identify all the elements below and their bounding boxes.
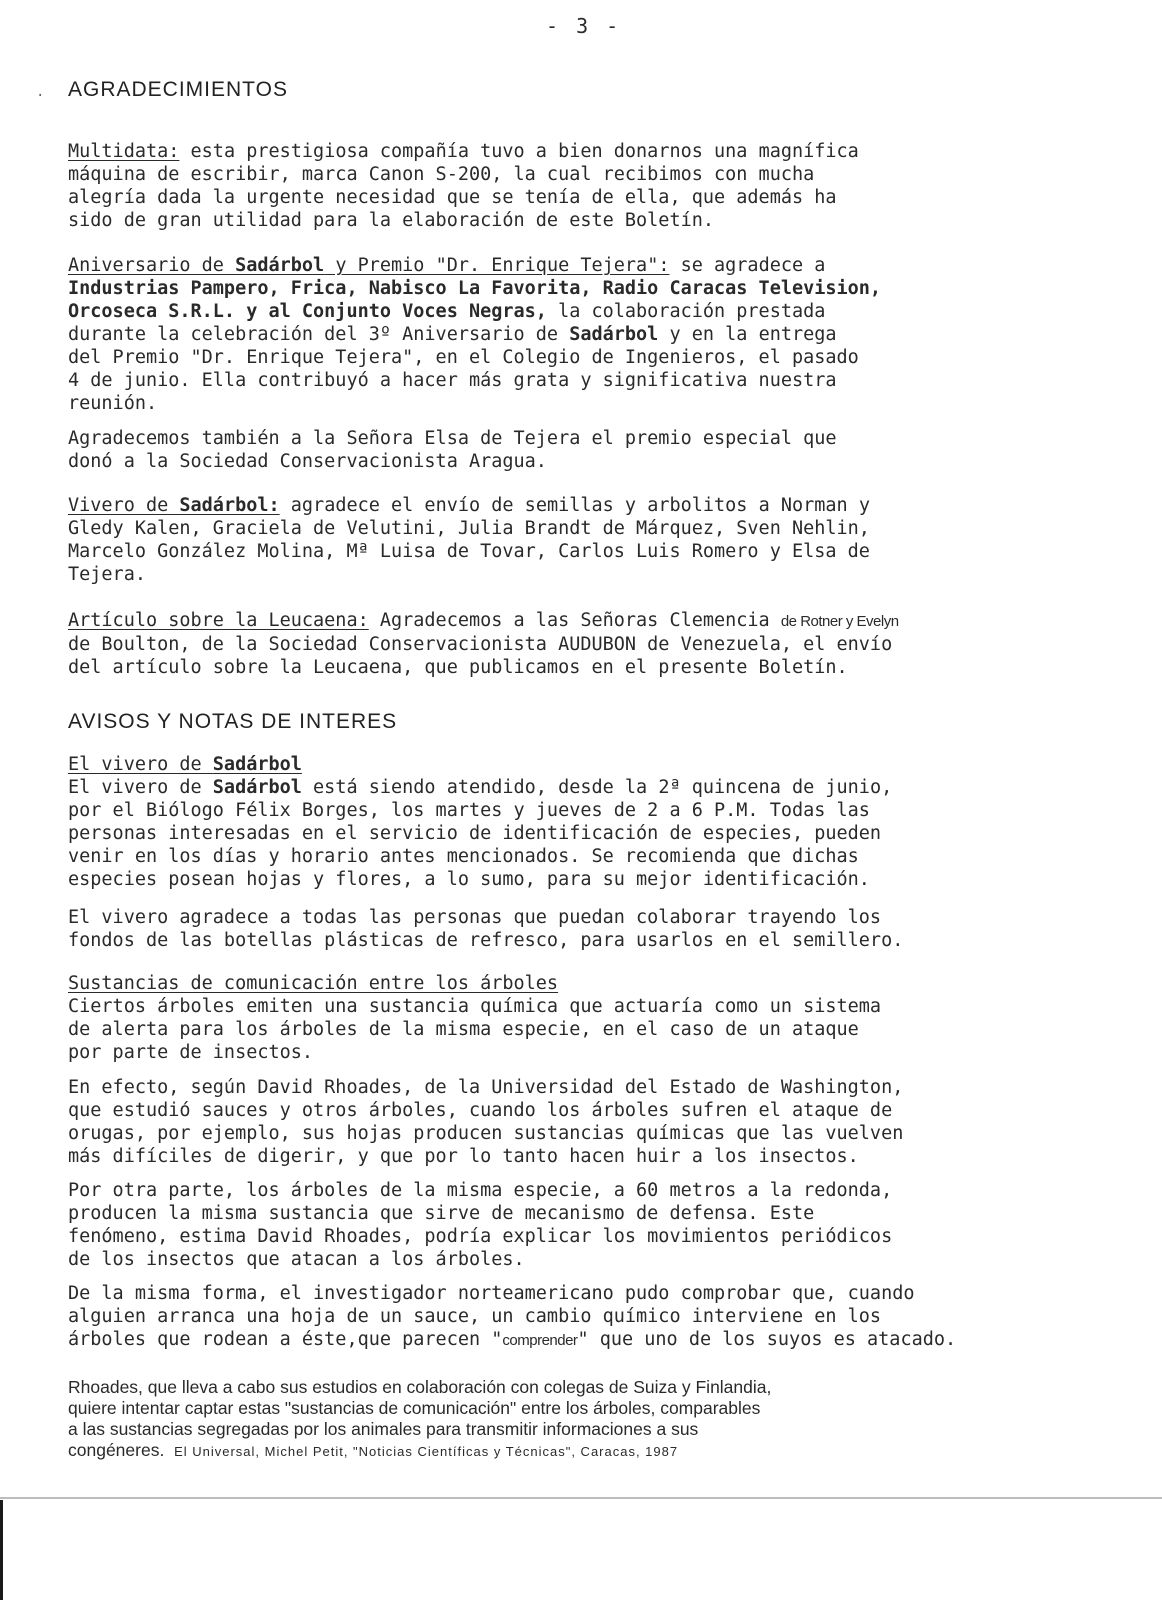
text-line: sido de gran utilidad para la elaboración de este Boletín. [68,210,715,231]
text-line: de alerta para los árboles de la misma especie, en el caso de un ataque [68,1019,859,1040]
text-span: la colaboración prestada [546,301,826,322]
text-span: El vivero de [68,754,213,775]
text-span: congéneres. [68,1440,165,1460]
text-line: producen la misma sustancia que sirve de mecanismo de defensa. Este [68,1203,815,1224]
text-line: del Premio "Dr. Enrique Tejera", en el Colegio de Ingenieros, el pasado [68,347,859,368]
text-line: donó a la Sociedad Conservacionista Aragua. [68,451,547,472]
sustancias-title: Sustancias de comunicación entre los árboles [68,973,559,994]
text-line: venir en los días y horario antes mencionados. Se recomienda que dichas [68,846,859,867]
text-line: Por otra parte, los árboles de la misma especie, a 60 metros a la redonda, [68,1180,893,1201]
paragraph-aniversario [68,254,1118,415]
paragraph-agradecemos [68,427,1118,473]
text-line: de los insectos que atacan a los árboles. [68,1249,525,1270]
text-line: Ciertos árboles emiten una sustancia química que actuaría como un sistema [68,996,882,1017]
text-line: Rhoades, que lleva a cabo sus estudios en colaboración con colegas de Suiza y Finlandia, [68,1377,772,1397]
text-line: reunión. [68,393,158,414]
heading-agradecimientos: AGRADECIMIENTOS [68,78,288,101]
paragraph-sustancias-5 [68,1377,1118,1462]
page-number: - 3 - [546,14,622,38]
text-span: Orcoseca S.R.L. y al Conjunto Voces Negras, [68,301,547,322]
text-line: personas interesadas en el servicio de identificación de especies, pueden [68,823,882,844]
text-line: más difíciles de digerir, y que por lo tanto hacen huir a los insectos. [68,1146,859,1167]
heading-avisos: AVISOS Y NOTAS DE INTERES [68,710,398,733]
text-line: por parte de insectos. [68,1042,314,1063]
text-line: En efecto, según David Rhoades, de la Universidad del Estado de Washington, [68,1077,904,1098]
text-line: Industrias Pampero, Frica, Nabisco La Favorita, Radio Caracas Television, [68,278,882,299]
paragraph-multidata [68,140,1118,232]
paragraph-sustancias-3 [68,1179,1118,1271]
text-line: alguien arranca una hoja de un sauce, un cambio químico interviene en los [68,1306,882,1327]
text-span: y Premio "Dr. Enrique Tejera": [324,255,670,276]
text-line: de Boulton, de la Sociedad Conservacionista AUDUBON de Venezuela, el envío [68,634,893,655]
vivero-section-title [68,754,302,775]
text-span: " que uno de los suyos es atacado. [577,1329,957,1350]
text-span: de Rotner y Evelyn [780,613,899,630]
text-span: agradece el envío de semillas y arbolitos a Norman y [279,495,870,516]
text-line: Agradecemos también a la Señora Elsa de Tejera el premio especial que [68,428,837,449]
paragraph-vivero-thanks [68,494,1118,586]
vivero-thanks-title [68,495,280,516]
paragraph-vivero [68,753,1118,891]
text-span: comprender [502,1332,578,1349]
text-span: árboles que rodean a éste,que parecen " [68,1329,503,1350]
text-line: esta prestigiosa compañía tuvo a bien donarnos una magnífica [179,141,859,162]
text-span: Sadárbol: [179,495,280,516]
text-line: fenómeno, estima David Rhoades, podría explicar los movimientos periódicos [68,1226,893,1247]
paragraph-sustancias-2 [68,1076,1118,1168]
text-span: durante la celebración del 3º Aniversario de [68,324,570,345]
scan-edge [0,1500,3,1600]
multidata-title: Multidata: [68,141,180,162]
text-span: se agradece a [669,255,826,276]
text-line: orugas, por ejemplo, sus hojas producen sustancias químicas que las vuelven [68,1123,904,1144]
text-line: a las sustancias segregadas por los animales para transmitir informaciones a sus [68,1419,699,1439]
leucaena-title: Artículo sobre la Leucaena: [68,610,369,631]
text-line: De la misma forma, el investigador norteamericano pudo comprobar que, cuando [68,1283,915,1304]
text-span: Vivero de [68,495,180,516]
text-line: por el Biólogo Félix Borges, los martes y jueves de 2 a 6 P.M. Todas las [68,800,870,821]
text-line: Tejera. [68,564,146,585]
aniversario-title [68,255,669,276]
text-span: Sadárbol [212,777,302,798]
text-line: 4 de junio. Ella contribuyó a hacer más grata y significativa nuestra [68,370,837,391]
citation: El Universal, Michel Petit, "Noticias Científicas y Técnicas", Caracas, 1987 [174,1444,679,1459]
text-line: alegría dada la urgente necesidad que se tenía de ella, que además ha [68,187,837,208]
text-span: Agradecemos a las Señoras Clemencia [368,610,781,631]
text-span: Sadárbol [569,324,659,345]
text-span: Sadárbol [235,255,325,276]
paragraph-sustancias-4 [68,1282,1118,1352]
page-bottom-rule [0,1497,1162,1499]
paragraph-leucaena [68,609,1118,679]
text-line: fondos de las botellas plásticas de refresco, para usarlos en el semillero. [68,930,904,951]
margin-mark-icon: . [36,84,45,100]
text-line: quiere intentar captar estas "sustancias de comunicación" entre los árboles, comparables [68,1398,761,1418]
text-span: y en la entrega [658,324,837,345]
text-line: Gledy Kalen, Graciela de Velutini, Julia Brandt de Márquez, Sven Nehlin, [68,518,870,539]
text-span: Aniversario de [68,255,236,276]
paragraph-sustancias-1 [68,972,1118,1064]
text-line: especies posean hojas y flores, a lo sumo, para su mejor identificación. [68,869,870,890]
paragraph-vivero-2 [68,906,1118,952]
text-span: El vivero de [68,777,213,798]
text-line: El vivero agradece a todas las personas que puedan colaborar trayendo los [68,907,882,928]
text-span: está siendo atendido, desde la 2ª quincena de junio, [301,777,893,798]
text-line: máquina de escribir, marca Canon S-200, la cual recibimos con mucha [68,164,815,185]
text-line: Marcelo González Molina, Mª Luisa de Tovar, Carlos Luis Romero y Elsa de [68,541,870,562]
text-line: del artículo sobre la Leucaena, que publicamos en el presente Boletín. [68,657,848,678]
text-line: que estudió sauces y otros árboles, cuando los árboles sufren el ataque de [68,1100,893,1121]
text-span: Sadárbol [212,754,302,775]
